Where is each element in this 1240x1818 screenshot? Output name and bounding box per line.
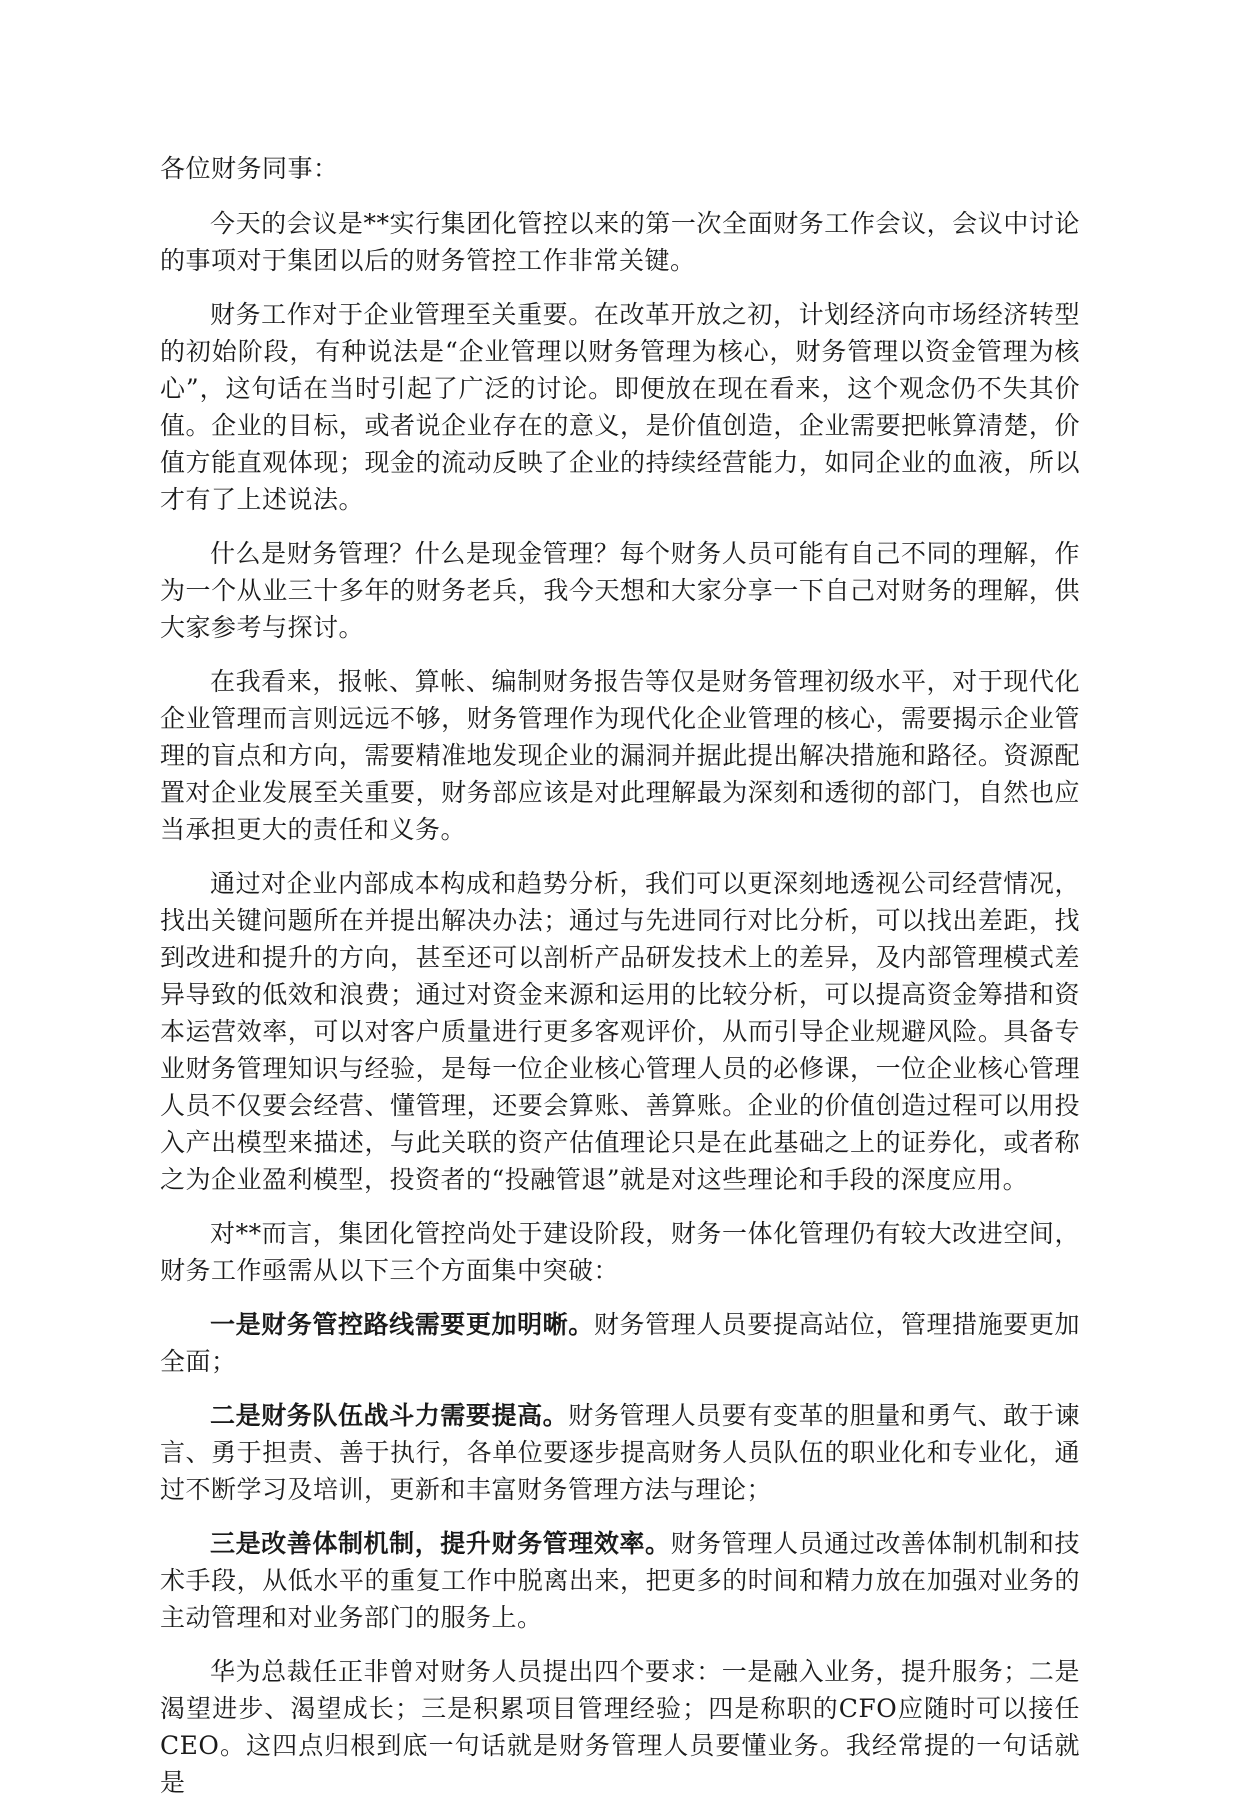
paragraph-5 — [160, 865, 1080, 1198]
document-page — [160, 150, 1080, 1818]
paragraph-text: 什么是财务管理？什么是现金管理？每个财务人员可能有自己不同的理解，作为一个从业三十多年的财务老兵，我今天想和大家分享一下自己对财务的理解，供大家参考与探讨。 — [160, 539, 1080, 642]
paragraph-text: 在我看来，报帐、算帐、编制财务报告等仅是财务管理初级水平，对于现代化企业管理而言则远远不够，财务管理作为现代化企业管理的核心，需要揭示企业管理的盲点和方向，需要精准地发现企业的漏洞并据此提出解决措施和路径。资源配置对企业发展至关重要，财务部应该是对此理解最为深刻和透彻的部门，自然也应当承担更大的责任和义务。 — [160, 667, 1080, 844]
paragraph-9 — [160, 1525, 1080, 1636]
paragraph-lead: 二是财务队伍战斗力需要提高。 — [210, 1401, 569, 1430]
paragraph-lead: 三是改善体制机制，提升财务管理效率。 — [210, 1529, 671, 1558]
paragraph-text: 华为总裁任正非曾对财务人员提出四个要求：一是融入业务，提升服务；二是渴望进步、渴望成长；三是积累项目管理经验；四是称职的CFO应随时可以接任CEO。这四点归根到底一句话就是财务管理人员要懂业务。我经常提的一句话就是 — [160, 1657, 1080, 1797]
paragraph-4 — [160, 663, 1080, 848]
paragraph-text: 财务工作对于企业管理至关重要。在改革开放之初，计划经济向市场经济转型的初始阶段，有种说法是“企业管理以财务管理为核心，财务管理以资金管理为核心”，这句话在当时引起了广泛的讨论。即便放在现在看来，这个观念仍不失其价值。企业的目标，或者说企业存在的意义，是价值创造，企业需要把帐算清楚，价值方能直观体现；现金的流动反映了企业的持续经营能力，如同企业的血液，所以才有了上述说法。 — [160, 300, 1080, 514]
paragraph-7 — [160, 1306, 1080, 1380]
paragraph-text: 财务管理人员通过改善体制机制和技术手段，从低水平的重复工作中脱离出来，把更多的时间和精力放在加强对业务的主动管理和对业务部门的服务上。 — [160, 1529, 1080, 1632]
paragraph-text: 财务管理人员要有变革的胆量和勇气、敢于谏言、勇于担责、善于执行，各单位要逐步提高财务人员队伍的职业化和专业化，通过不断学习及培训，更新和丰富财务管理方法与理论； — [160, 1401, 1080, 1504]
paragraph-2 — [160, 296, 1080, 518]
paragraph-text: 财务管理人员要提高站位，管理措施要更加全面； — [160, 1310, 1080, 1376]
paragraph-lead: 一是财务管控路线需要更加明晰。 — [210, 1310, 594, 1339]
paragraph-text: 今天的会议是**实行集团化管控以来的第一次全面财务工作会议，会议中讨论的事项对于集团以后的财务管控工作非常关键。 — [160, 209, 1080, 275]
salutation: 各位财务同事： — [160, 154, 339, 183]
paragraph-1 — [160, 205, 1080, 279]
paragraph-10 — [160, 1653, 1080, 1801]
paragraph-text: 对**而言，集团化管控尚处于建设阶段，财务一体化管理仍有较大改进空间，财务工作亟需从以下三个方面集中突破： — [160, 1219, 1080, 1285]
paragraph-text: 通过对企业内部成本构成和趋势分析，我们可以更深刻地透视公司经营情况，找出关键问题所在并提出解决办法；通过与先进同行对比分析，可以找出差距，找到改进和提升的方向，甚至还可以剖析产品研发技术上的差异，及内部管理模式差异导致的低效和浪费；通过对资金来源和运用的比较分析，可以提高资金筹措和资本运营效率，可以对客户质量进行更多客观评价，从而引导企业规避风险。具备专业财务管理知识与经验，是每一位企业核心管理人员的必修课，一位企业核心管理人员不仅要会经营、懂管理，还要会算账、善算账。企业的价值创造过程可以用投入产出模型来描述，与此关联的资产估值理论只是在此基础之上的证券化，或者称之为企业盈利模型，投资者的“投融管退”就是对这些理论和手段的深度应用。 — [160, 869, 1080, 1194]
paragraph-3 — [160, 535, 1080, 646]
paragraph-6 — [160, 1215, 1080, 1289]
paragraph-8 — [160, 1397, 1080, 1508]
